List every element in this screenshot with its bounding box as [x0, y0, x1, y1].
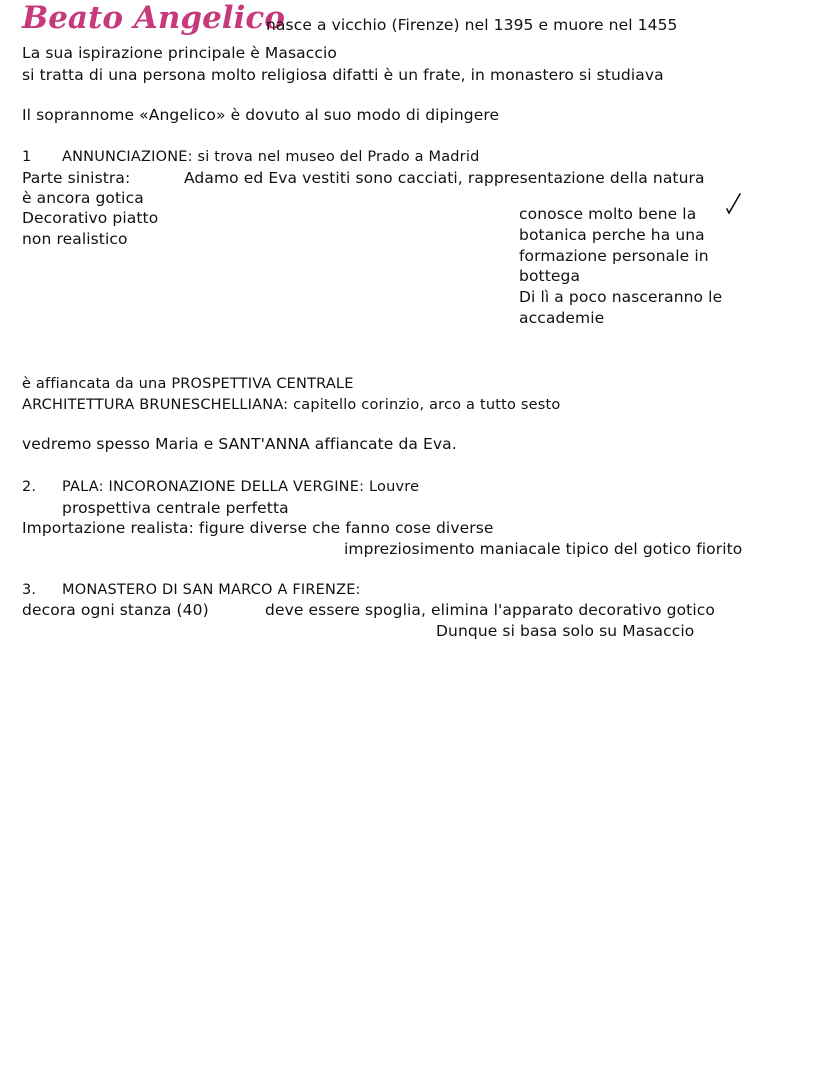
note-left-item: non realistico: [22, 230, 128, 248]
checkmark-icon: [726, 193, 742, 215]
note-right-item: bottega: [519, 267, 581, 285]
birth-line: nasce a vicchio (Firenze) nel 1395 e muore nel 1455: [266, 16, 678, 34]
religious-line: si tratta di una persona molto religiosa difatti è un frate, in monastero si studiava: [22, 66, 664, 84]
page-title: Beato Angelico: [22, 0, 285, 36]
section-3-right: deve essere spoglia, elimina l'apparato decorativo gotico: [265, 601, 715, 619]
note-left-item: Decorativo piatto: [22, 209, 159, 227]
section-2-number: 2.: [22, 479, 37, 495]
left-part-label: Parte sinistra:: [22, 169, 131, 187]
architecture-line: ARCHITETTURA BRUNESCHELLIANA: capitello corinzio, arco a tutto sesto: [22, 397, 561, 413]
perspective-line: è affiancata da una PROSPETTIVA CENTRALE: [22, 376, 354, 392]
note-right-item: formazione personale in: [519, 247, 709, 265]
left-part-description: Adamo ed Eva vestiti sono cacciati, rappresentazione della natura: [184, 169, 705, 187]
section-3-number: 3.: [22, 582, 37, 598]
section-2-line: Importazione realista: figure diverse che fanno cose diverse: [22, 519, 494, 537]
section-2-heading: [22, 477, 419, 497]
note-left-item: è ancora gotica: [22, 189, 144, 207]
section-1-heading: [22, 147, 479, 167]
maria-line: vedremo spesso Maria e SANT'ANNA affiancate da Eva.: [22, 435, 457, 453]
note-right-item: botanica perche ha una: [519, 226, 705, 244]
section-3-heading: [22, 580, 361, 600]
section-2-line: impreziosimento maniacale tipico del gotico fiorito: [344, 540, 743, 558]
section-1-number: 1: [22, 149, 32, 165]
note-right-item: accademie: [519, 309, 605, 327]
nickname-line: Il soprannome «Angelico» è dovuto al suo modo di dipingere: [22, 106, 500, 124]
section-3-conclusion: Dunque si basa solo su Masaccio: [436, 622, 695, 640]
section-3-title: MONASTERO DI SAN MARCO A FIRENZE:: [62, 582, 361, 598]
section-3-left: decora ogni stanza (40): [22, 601, 209, 619]
note-right-item: Di lì a poco nasceranno le: [519, 288, 723, 306]
section-2-title: PALA: INCORONAZIONE DELLA VERGINE: Louvre: [62, 479, 420, 495]
section-2-line: prospettiva centrale perfetta: [62, 499, 289, 517]
note-right-item: conosce molto bene la: [519, 205, 697, 223]
inspiration-line: La sua ispirazione principale è Masaccio: [22, 44, 338, 62]
section-1-title: ANNUNCIAZIONE: si trova nel museo del Prado a Madrid: [62, 149, 480, 165]
